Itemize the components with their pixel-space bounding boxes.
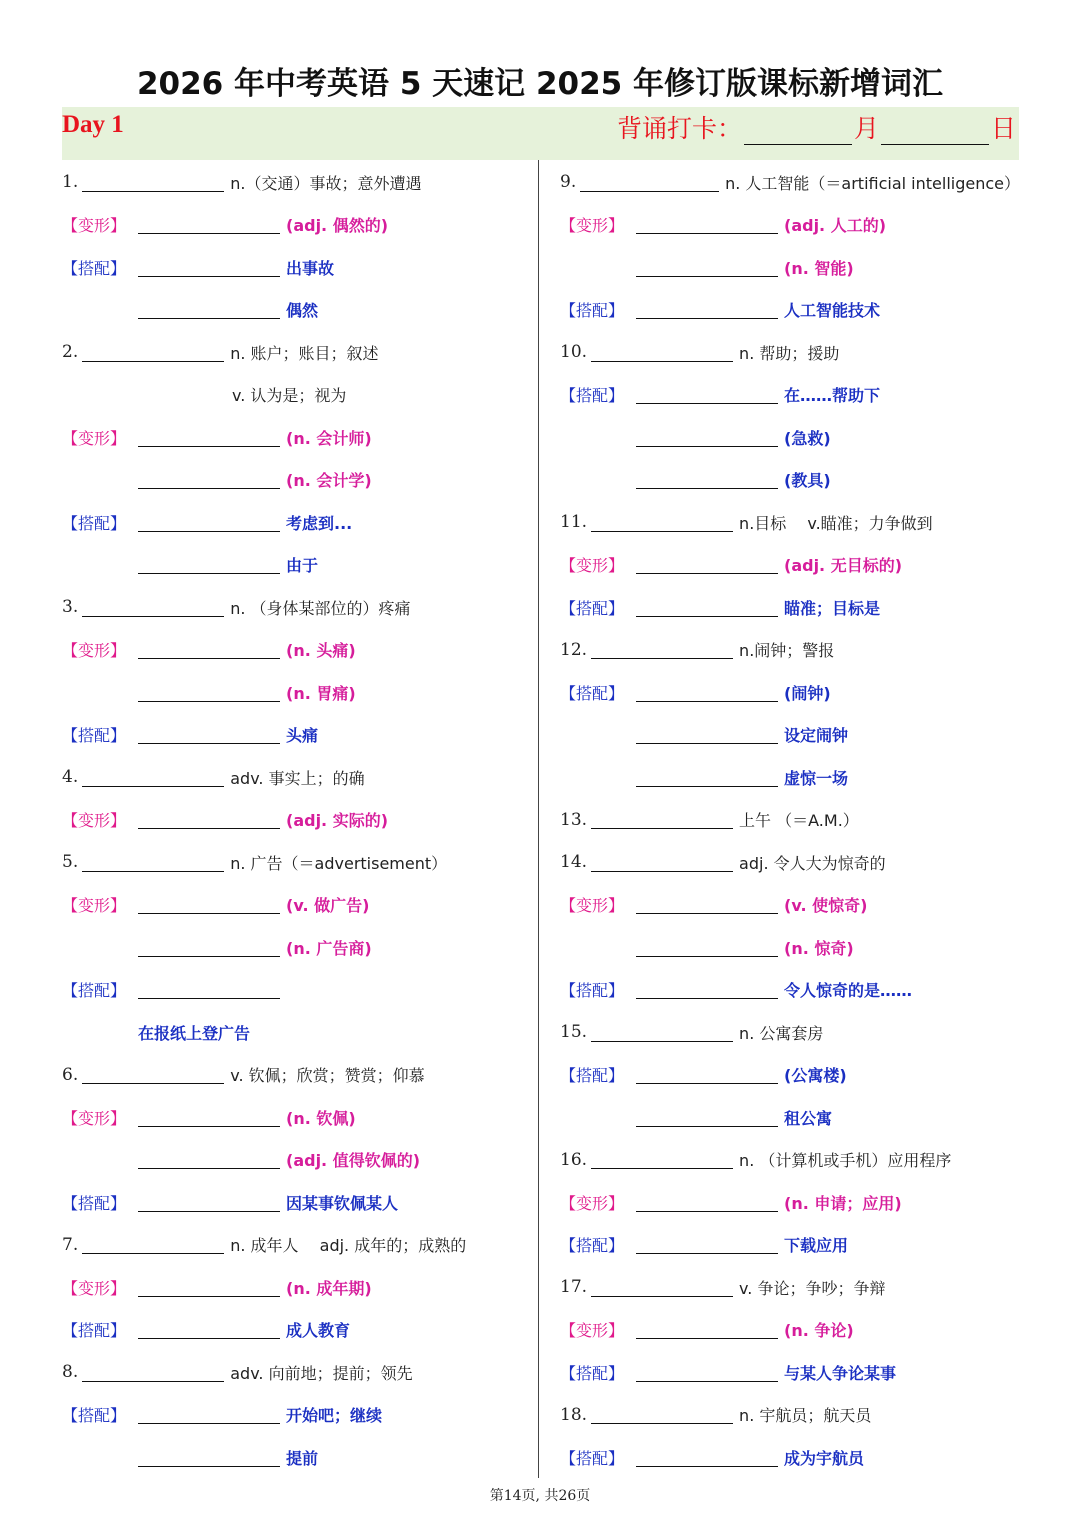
variant-hint: (adj. 人工的) <box>784 216 887 236</box>
answer-blank[interactable] <box>636 385 778 404</box>
answer-blank[interactable] <box>591 640 733 659</box>
collocation-tag: 【搭配】 <box>62 1406 127 1426</box>
entry-number: 10. <box>560 342 588 363</box>
answer-blank[interactable] <box>636 768 778 787</box>
answer-blank[interactable] <box>138 258 280 277</box>
left-column <box>62 161 532 1479</box>
entry-meaning: n. 人工智能（＝artificial intelligence） <box>725 173 1020 193</box>
entry-meaning: v. 认为是；视为 <box>232 386 347 406</box>
entry-meaning: n. 广告（＝advertisement） <box>230 853 448 873</box>
answer-blank[interactable] <box>591 853 733 872</box>
list-item <box>62 1224 532 1267</box>
list-item <box>560 884 1020 927</box>
answer-blank[interactable] <box>636 1108 778 1127</box>
answer-blank[interactable] <box>636 300 778 319</box>
entry-number: 16. <box>560 1149 588 1170</box>
list-item <box>62 799 532 842</box>
list-item <box>560 374 1020 417</box>
collocation-hint: 在报纸上登广告 <box>138 1023 251 1043</box>
entry-number: 5. <box>62 852 79 873</box>
answer-blank[interactable] <box>591 513 733 532</box>
variant-tag: 【变形】 <box>560 1193 625 1213</box>
answer-blank[interactable] <box>138 895 280 914</box>
entry-meaning: n.闹钟；警报 <box>739 641 835 661</box>
collocation-hint: 虚惊一场 <box>784 768 849 788</box>
list-item <box>62 1351 532 1394</box>
list-item <box>62 671 532 714</box>
answer-blank[interactable] <box>82 1235 224 1254</box>
answer-blank[interactable] <box>591 1278 733 1297</box>
list-item <box>62 841 532 884</box>
list-item <box>62 1266 532 1309</box>
entry-number: 2. <box>62 342 79 363</box>
answer-blank[interactable] <box>138 683 280 702</box>
answer-blank[interactable] <box>138 1405 280 1424</box>
entry-number: 18. <box>560 1404 588 1425</box>
variant-tag: 【变形】 <box>560 216 625 236</box>
entry-meaning: n. 账户；账目；叙述 <box>230 343 379 363</box>
answer-blank[interactable] <box>82 343 224 362</box>
variant-tag: 【变形】 <box>62 216 127 236</box>
answer-blank[interactable] <box>138 1108 280 1127</box>
variant-hint: (adj. 实际的) <box>286 811 389 831</box>
variant-tag: 【变形】 <box>62 428 127 448</box>
collocation-hint: (公寓楼) <box>784 1066 847 1086</box>
answer-blank[interactable] <box>82 1065 224 1084</box>
collocation-tag: 【搭配】 <box>560 386 625 406</box>
collocation-hint: 出事故 <box>286 258 335 278</box>
list-item <box>62 1309 532 1352</box>
list-item <box>62 714 532 757</box>
collocation-hint: 成为宇航员 <box>784 1448 865 1468</box>
answer-blank[interactable] <box>636 683 778 702</box>
variant-tag: 【变形】 <box>62 1108 127 1128</box>
list-item <box>62 926 532 969</box>
list-item <box>62 629 532 672</box>
entry-meaning: n.（交通）事故；意外遭遇 <box>230 173 422 193</box>
answer-blank[interactable] <box>138 1193 280 1212</box>
answer-blank[interactable] <box>636 1448 778 1467</box>
answer-blank[interactable] <box>138 1150 280 1169</box>
checkin-label: 背诵打卡： <box>616 114 742 143</box>
variant-tag: 【变形】 <box>62 641 127 661</box>
entry-meaning: n. 帮助；援助 <box>739 343 840 363</box>
list-item <box>62 1139 532 1182</box>
list-item <box>560 161 1020 204</box>
collocation-tag: 【搭配】 <box>560 683 625 703</box>
list-item <box>560 544 1020 587</box>
list-item <box>560 246 1020 289</box>
answer-blank[interactable] <box>636 1363 778 1382</box>
list-item <box>560 459 1020 502</box>
list-item <box>62 1054 532 1097</box>
answer-blank[interactable] <box>636 598 778 617</box>
answer-blank[interactable] <box>580 173 719 192</box>
list-item <box>62 884 532 927</box>
variant-tag: 【变形】 <box>62 811 127 831</box>
answer-blank[interactable] <box>82 768 224 787</box>
list-item <box>62 1181 532 1224</box>
answer-blank[interactable] <box>138 810 280 829</box>
answer-blank[interactable] <box>636 215 778 234</box>
list-item <box>62 246 532 289</box>
list-item <box>62 501 532 544</box>
entry-number: 9. <box>560 172 577 193</box>
list-item <box>560 629 1020 672</box>
entry-number: 1. <box>62 172 79 193</box>
answer-blank[interactable] <box>636 938 778 957</box>
answer-blank[interactable] <box>636 725 778 744</box>
list-item <box>560 1266 1020 1309</box>
answer-blank[interactable] <box>591 1405 733 1424</box>
entry-number: 15. <box>560 1022 588 1043</box>
list-item <box>62 161 532 204</box>
answer-blank[interactable] <box>138 725 280 744</box>
collocation-tag: 【搭配】 <box>62 1321 127 1341</box>
collocation-tag: 【搭配】 <box>62 1193 127 1213</box>
collocation-hint: 设定闹钟 <box>784 726 849 746</box>
variant-hint: (n. 惊奇) <box>784 938 854 958</box>
entry-meaning: adj. 令人大为惊奇的 <box>739 853 886 873</box>
answer-blank[interactable] <box>138 513 280 532</box>
checkin-day: 日 <box>990 114 1016 143</box>
collocation-tag: 【搭配】 <box>560 1236 625 1256</box>
collocation-hint: 由于 <box>286 556 319 576</box>
list-item <box>560 969 1020 1012</box>
variant-hint: (adj. 偶然的) <box>286 216 389 236</box>
list-item <box>560 756 1020 799</box>
answer-blank[interactable] <box>591 1023 733 1042</box>
answer-blank[interactable] <box>82 598 224 617</box>
list-item <box>560 1181 1020 1224</box>
answer-blank[interactable] <box>591 810 733 829</box>
collocation-tag: 【搭配】 <box>560 1448 625 1468</box>
list-item <box>62 289 532 332</box>
entry-meaning: n. 公寓套房 <box>739 1023 824 1043</box>
entry-number: 8. <box>62 1362 79 1383</box>
variant-tag: 【变形】 <box>560 556 625 576</box>
variant-tag: 【变形】 <box>62 1278 127 1298</box>
list-item <box>560 1139 1020 1182</box>
list-item <box>560 204 1020 247</box>
answer-blank[interactable] <box>636 895 778 914</box>
collocation-hint: 与某人争论某事 <box>784 1363 897 1383</box>
collocation-hint: 开始吧；继续 <box>286 1406 383 1426</box>
collocation-hint: 下载应用 <box>784 1236 849 1256</box>
list-item <box>62 756 532 799</box>
collocation-tag: 【搭配】 <box>560 1066 625 1086</box>
list-item <box>560 1011 1020 1054</box>
list-item <box>62 416 532 459</box>
list-item <box>62 374 532 417</box>
collocation-hint: 人工智能技术 <box>784 301 881 321</box>
list-item <box>560 416 1020 459</box>
answer-blank[interactable] <box>138 428 280 447</box>
collocation-hint: (教具) <box>784 471 831 491</box>
collocation-tag: 【搭配】 <box>560 1363 625 1383</box>
checkin-month: 月 <box>853 114 879 143</box>
answer-blank[interactable] <box>138 1448 280 1467</box>
entry-meaning: 上午 （＝A.M.） <box>739 811 859 831</box>
variant-hint: (n. 头痛) <box>286 641 356 661</box>
list-item <box>62 1394 532 1437</box>
variant-hint: (n. 争论) <box>784 1321 854 1341</box>
collocation-tag: 【搭配】 <box>560 301 625 321</box>
list-item <box>560 1394 1020 1437</box>
entry-meaning: v. 争论；争吵；争辩 <box>739 1278 886 1298</box>
list-item <box>560 926 1020 969</box>
list-item <box>62 459 532 502</box>
page-title: 2026 年中考英语 5 天速记 2025 年修订版课标新增词汇 <box>136 66 944 102</box>
list-item <box>560 1224 1020 1267</box>
variant-tag: 【变形】 <box>560 896 625 916</box>
answer-blank[interactable] <box>636 1193 778 1212</box>
answer-blank[interactable] <box>636 1065 778 1084</box>
entry-number: 11. <box>560 512 588 533</box>
entry-number: 6. <box>62 1064 79 1085</box>
list-item <box>560 289 1020 332</box>
list-item <box>560 799 1020 842</box>
answer-blank[interactable] <box>82 853 224 872</box>
column-divider <box>538 160 539 1478</box>
answer-blank[interactable] <box>82 173 224 192</box>
list-item <box>560 331 1020 374</box>
entry-meaning: n. 宇航员；航天员 <box>739 1406 872 1426</box>
entry-meaning: n. 成年人 adj. 成年的；成熟的 <box>230 1236 467 1256</box>
collocation-tag: 【搭配】 <box>62 258 127 278</box>
answer-blank[interactable] <box>82 1363 224 1382</box>
variant-hint: (n. 会计师) <box>286 428 372 448</box>
collocation-tag: 【搭配】 <box>62 513 127 533</box>
entry-meaning: n.目标 v.瞄准；力争做到 <box>739 513 933 533</box>
right-column <box>560 161 1020 1479</box>
answer-blank[interactable] <box>138 555 280 574</box>
collocation-hint: 因某事钦佩某人 <box>286 1193 399 1213</box>
entry-meaning: n. （身体某部位的）疼痛 <box>230 598 411 618</box>
entry-number: 4. <box>62 767 79 788</box>
variant-hint: (n. 申请；应用) <box>784 1193 902 1213</box>
variant-hint: (v. 使惊奇) <box>784 896 868 916</box>
entry-number: 3. <box>62 597 79 618</box>
answer-blank[interactable] <box>138 640 280 659</box>
list-item <box>560 1309 1020 1352</box>
page-footer: 第14页, 共26页 <box>489 1488 591 1504</box>
collocation-tag: 【搭配】 <box>62 726 127 746</box>
list-item <box>62 1011 532 1054</box>
list-item <box>560 1096 1020 1139</box>
list-item <box>560 1351 1020 1394</box>
variant-hint: (n. 会计学) <box>286 471 372 491</box>
answer-blank[interactable] <box>636 980 778 999</box>
list-item <box>560 671 1020 714</box>
list-item <box>560 714 1020 757</box>
variant-hint: (n. 广告商) <box>286 938 372 958</box>
entry-number: 13. <box>560 809 588 830</box>
entry-meaning: adv. 向前地；提前；领先 <box>230 1363 413 1383</box>
answer-blank[interactable] <box>636 428 778 447</box>
collocation-tag: 【搭配】 <box>62 981 127 1001</box>
answer-blank[interactable] <box>636 470 778 489</box>
collocation-hint: 在……帮助下 <box>784 386 881 406</box>
list-item <box>62 331 532 374</box>
collocation-tag: 【搭配】 <box>560 598 625 618</box>
entry-meaning: n. （计算机或手机）应用程序 <box>739 1151 952 1171</box>
list-item <box>560 501 1020 544</box>
entry-meaning: adv. 事实上；的确 <box>230 768 365 788</box>
collocation-hint: 偶然 <box>286 301 319 321</box>
list-item <box>62 1436 532 1479</box>
answer-blank[interactable] <box>591 1150 733 1169</box>
answer-blank[interactable] <box>636 1235 778 1254</box>
entry-number: 17. <box>560 1277 588 1298</box>
list-item <box>560 1054 1020 1097</box>
variant-hint: (n. 钦佩) <box>286 1108 356 1128</box>
collocation-hint: 令人惊奇的是…… <box>784 981 913 1001</box>
variant-hint: (n. 智能) <box>784 258 854 278</box>
day-label: Day 1 <box>62 111 124 138</box>
list-item <box>62 204 532 247</box>
answer-blank[interactable] <box>138 938 280 957</box>
entry-number: 12. <box>560 639 588 660</box>
collocation-hint: 考虑到... <box>286 513 353 533</box>
list-item <box>560 841 1020 884</box>
entry-number: 7. <box>62 1234 79 1255</box>
variant-hint: (adj. 无目标的) <box>784 556 903 576</box>
answer-blank[interactable] <box>138 980 280 999</box>
collocation-hint: 提前 <box>286 1448 319 1468</box>
answer-blank[interactable] <box>138 1278 280 1297</box>
variant-hint: (n. 胃痛) <box>286 683 356 703</box>
checkin <box>617 109 1016 145</box>
list-item <box>62 969 532 1012</box>
variant-hint: (adj. 值得钦佩的) <box>286 1151 421 1171</box>
list-item <box>560 1436 1020 1479</box>
entry-meaning: v. 钦佩；欣赏；赞赏；仰慕 <box>230 1066 425 1086</box>
day-blank[interactable] <box>881 118 989 145</box>
variant-hint: (n. 成年期) <box>286 1278 372 1298</box>
variant-tag: 【变形】 <box>62 896 127 916</box>
answer-blank[interactable] <box>591 343 733 362</box>
collocation-tag: 【搭配】 <box>560 981 625 1001</box>
variant-hint: (v. 做广告) <box>286 896 370 916</box>
collocation-hint: 瞄准；目标是 <box>784 598 881 618</box>
answer-blank[interactable] <box>138 215 280 234</box>
list-item <box>62 586 532 629</box>
answer-blank[interactable] <box>138 1320 280 1339</box>
list-item <box>62 1096 532 1139</box>
list-item <box>62 544 532 587</box>
collocation-hint: 成人教育 <box>286 1321 351 1341</box>
answer-blank[interactable] <box>636 555 778 574</box>
answer-blank[interactable] <box>138 300 280 319</box>
variant-tag: 【变形】 <box>560 1321 625 1341</box>
answer-blank[interactable] <box>636 258 778 277</box>
collocation-hint: (急救) <box>784 428 831 448</box>
answer-blank[interactable] <box>138 470 280 489</box>
answer-blank[interactable] <box>636 1320 778 1339</box>
collocation-hint: (闹钟) <box>784 683 831 703</box>
entry-number: 14. <box>560 852 588 873</box>
collocation-hint: 头痛 <box>286 726 319 746</box>
collocation-hint: 租公寓 <box>784 1108 833 1128</box>
month-blank[interactable] <box>744 118 852 145</box>
list-item <box>560 586 1020 629</box>
